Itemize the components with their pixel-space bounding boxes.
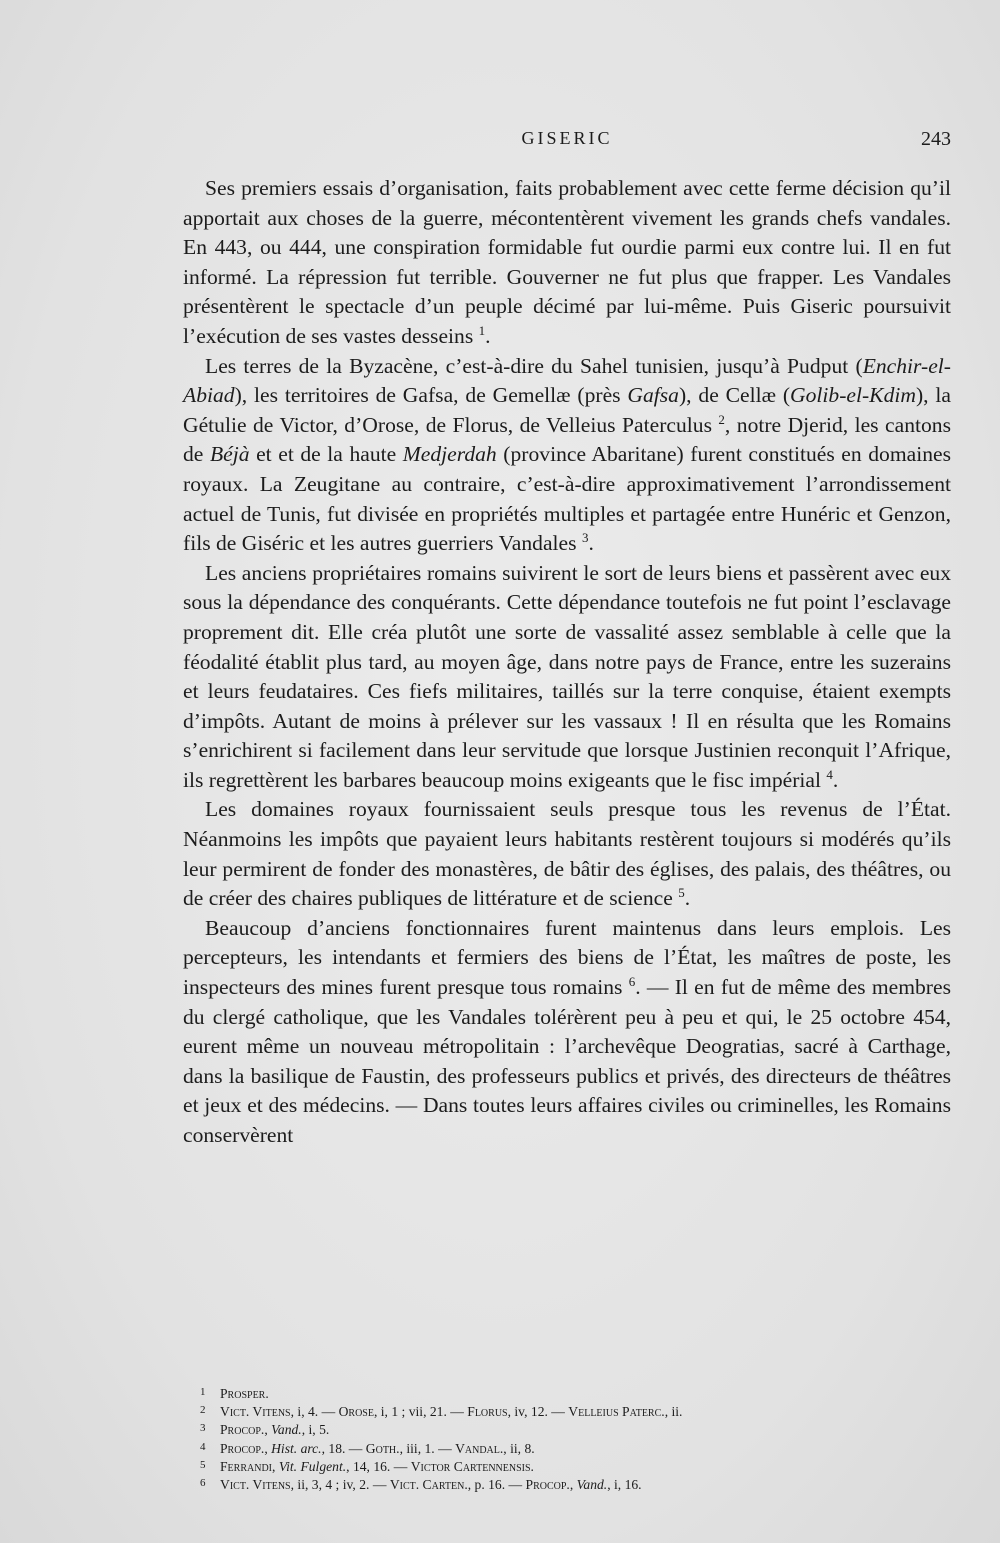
text-run: . — [485, 323, 491, 348]
text-run: . — [832, 767, 839, 792]
page-number: 243 — [921, 128, 951, 150]
text-run: , i, 4. — — [290, 1404, 339, 1420]
paragraph — [183, 795, 951, 913]
page-header — [183, 128, 951, 156]
text-run: , — [569, 1477, 577, 1493]
text-run: , ii. — [664, 1404, 683, 1420]
text-run: , ii, 3, 4 ; iv, 2. — — [290, 1477, 390, 1493]
footnote-ref: 1 — [478, 322, 486, 338]
footnote — [200, 1475, 920, 1493]
footnote-number: 4 — [200, 1440, 206, 1453]
small-caps-run: Vict. Vitens — [220, 1477, 291, 1493]
footnote — [200, 1384, 920, 1402]
small-caps-run: Florus — [467, 1404, 508, 1420]
italic-run: Hist. arc. — [271, 1440, 322, 1456]
text-run: et et de la haute — [249, 442, 403, 467]
text-run: , p. 16. — — [467, 1477, 526, 1493]
text-run: , iii, 1. — — [399, 1440, 456, 1456]
footnote-number: 2 — [200, 1404, 206, 1417]
small-caps-run: Velleius Paterc. — [568, 1404, 665, 1420]
footnote-ref: 3 — [581, 529, 589, 545]
paragraph — [183, 559, 951, 796]
italic-run: Vit. Fulgent. — [278, 1458, 347, 1474]
footnote-ref: 6 — [628, 973, 636, 989]
text-run: , — [264, 1422, 272, 1438]
text-run: ), de Cellæ ( — [678, 383, 791, 408]
paragraph — [183, 352, 951, 559]
text-run: , iv, 12. — — [507, 1404, 569, 1420]
footnote — [200, 1402, 920, 1420]
small-caps-run: Victor Cartennensis. — [410, 1458, 534, 1474]
small-caps-run: Vict. Vitens — [220, 1404, 291, 1420]
italic-run: Golib-el-Kdim — [790, 383, 916, 408]
text-run: Beaucoup d’anciens fonctionnaires furent maintenus dans leurs emplois. Les percepteurs, les intendants et fermiers des biens de l’État, les maîtres de poste, les inspecteurs des mines furent presque tous romains — [183, 915, 951, 1000]
small-caps-run: Prosper. — [220, 1386, 269, 1401]
small-caps-run: Orose — [338, 1404, 374, 1420]
text-run: ), les territoires de Gafsa, de Gemellæ (près — [234, 383, 628, 408]
small-caps-run: Ferrandi — [220, 1458, 273, 1474]
footnote — [200, 1420, 920, 1438]
text-run: . — Il en fut de même des membres du clergé catholique, que les Vandales tolérèrent peu à peu et qui, le 25 octobre 454, eurent même un nouveau métropolitain : l’archevêque Deogratias, sacré à Carthage, dans la basilique de Faustin, des professeurs publics et privés, des directeurs de théâtres et jeux et des médecins. — Dans toutes leurs affaires civiles ou criminelles, les Romains conservèrent — [183, 975, 951, 1147]
small-caps-run: Procop. — [220, 1440, 265, 1456]
italic-run: Béjà — [209, 442, 250, 467]
text-run: , 18. — — [321, 1440, 366, 1456]
text-run: (province Abaritane) furent constitués en domaines royaux. La Zeugitane au contraire, c’est-à-dire approximativement l’arrondissement actuel de Tunis, fut divisée en propriétés multiples et partagée entre Hunéric et Genzon, fils de Giséric et les autres guerriers Vandales — [183, 442, 952, 556]
footnote-number: 3 — [200, 1422, 206, 1435]
italic-run: Vand. — [576, 1477, 608, 1493]
footnote-ref: 5 — [678, 885, 685, 901]
text-run: , i, 1 ; vii, 21. — — [373, 1404, 468, 1420]
small-caps-run: Procop. — [525, 1477, 570, 1493]
footnotes — [200, 1384, 920, 1493]
small-caps-run: Goth. — [365, 1440, 400, 1456]
footnote-number: 6 — [200, 1477, 206, 1490]
small-caps-run: Vandal. — [455, 1440, 504, 1456]
italic-run: Enchir-el-Abiad — [183, 353, 951, 408]
body-text — [183, 174, 951, 1151]
footnote-ref: 2 — [718, 411, 725, 427]
small-caps-run: Vict. Carten. — [389, 1477, 468, 1493]
italic-run: Vand. — [271, 1422, 302, 1438]
footnote-number: 5 — [200, 1458, 206, 1471]
paragraph — [183, 174, 951, 352]
footnote — [200, 1457, 920, 1475]
text-run: . — [588, 531, 594, 556]
text-run: , — [272, 1458, 279, 1474]
text-run: Les terres de la Byzacène, c’est-à-dire du Sahel tunisien, jusqu’à Pudput ( — [205, 353, 863, 378]
text-run: . — [684, 886, 691, 911]
text-run: , 14, 16. — — [346, 1458, 411, 1474]
text-run: Les anciens propriétaires romains suivirent le sort de leurs biens et passèrent avec eux sous la dépendance des conquérants. Cette dépendance toutefois ne fut point l’esclavage proprement dit. Elle créa plutôt une sorte de vassalité assez semblable à celle que la féodalité établit plus tard, au moyen âge, dans notre pays de France, entre les suzerains et leurs feudataires. Ces fiefs militaires, taillés sur la terre conquise, étaient exempts d’impôts. Autant de moins à prélever sur les vassaux ! Il en résulta que les Romains s’enrichirent si facilement dans leur servitude que lorsque Justinien reconquit l’Afrique, ils regrettèrent les barbares beaucoup moins exigeants que le fisc impérial — [183, 560, 951, 792]
small-caps-run: Procop. — [220, 1422, 265, 1438]
text-run: Ses premiers essais d’organisation, faits probablement avec cette ferme décision qu’il apportait aux choses de la guerre, mécontentèrent vivement les grands chefs vandales. En 443, ou 444, une conspiration formidable fut ourdie parmi eux contre lui. Il en fut informé. La répression fut terrible. Gouverner ne fut plus que frapper. Les Vandales présentèrent le spectacle d’un peuple décimé par lui-même. Puis Giseric poursuivit l’exécution de ses vastes desseins — [183, 176, 951, 348]
footnote — [200, 1439, 920, 1457]
text-run: , i, 5. — [301, 1422, 330, 1438]
text-run: , i, 16. — [607, 1477, 642, 1493]
text-run: ), la Gétulie de Victor, d’Orose, de Florus, de Velleius Paterculus — [183, 383, 951, 437]
italic-run: Medjerdah — [402, 442, 497, 467]
paragraph — [183, 914, 951, 1151]
text-run: Les domaines royaux fournissaient seuls presque tous les revenus de l’État. Néanmoins les impôts que payaient leurs habitants restèrent toujours si modérés qu’ils leur permirent de fonder des monastères, de bâtir des églises, des palais, des théâtres, ou de créer des chaires publiques de littérature et de science — [183, 797, 951, 911]
text-run: , ii, 8. — [503, 1440, 535, 1456]
footnote-ref: 4 — [826, 766, 833, 782]
footnote-number: 1 — [200, 1386, 206, 1398]
running-title: GISERIC — [521, 128, 613, 148]
italic-run: Gafsa — [627, 383, 679, 408]
text-run: , notre Djerid, les cantons de — [183, 412, 951, 467]
text-run: , — [264, 1440, 272, 1456]
